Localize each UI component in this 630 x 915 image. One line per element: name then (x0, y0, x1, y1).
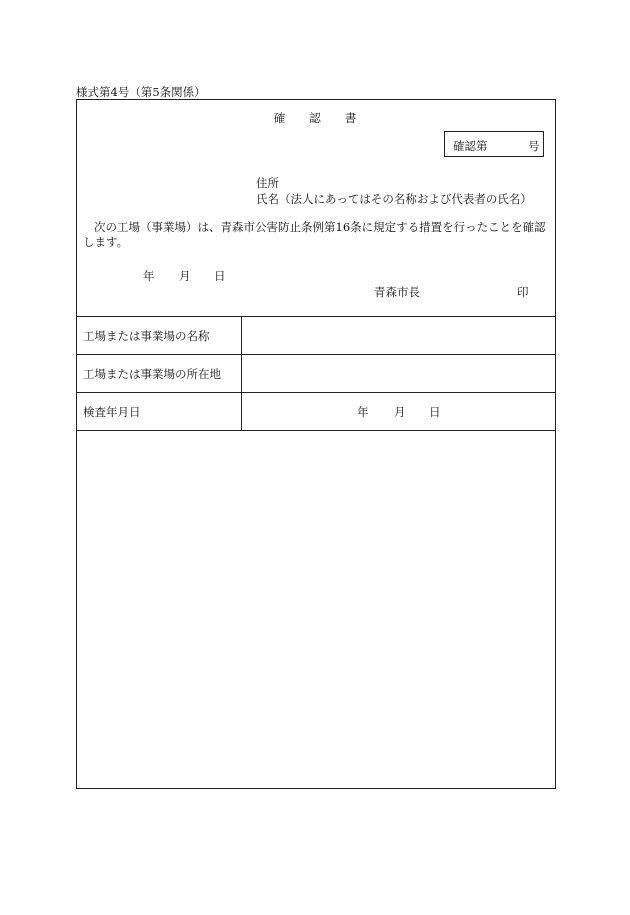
facility-name-field[interactable] (242, 317, 556, 355)
inspection-date-label: 検査年月日 (77, 393, 242, 431)
title-char-3: 書 (344, 111, 359, 125)
table-row (77, 355, 556, 393)
facility-location-label: 工場または事業場の所在地 (77, 355, 242, 393)
title-char-1: 確 (273, 111, 288, 125)
issue-date-day: 日 (214, 269, 226, 283)
address-label: 住所 (256, 176, 279, 190)
title-char-2: 認 (309, 111, 323, 125)
facility-name-label: 工場または事業場の名称 (77, 317, 242, 355)
confirmation-number-box[interactable] (444, 131, 544, 157)
issue-date-year: 年 (143, 269, 155, 283)
form-number: 様式第4号（第5条関係） (76, 85, 206, 99)
form-frame (76, 99, 556, 789)
inspection-date-day: 日 (429, 404, 441, 419)
seal-mark: 印 (517, 285, 529, 299)
confirmation-statement: 次の工場（事業場）は、青森市公害防止条例第16条に規定する措置を行ったことを確認します。 (83, 220, 546, 249)
facility-location-field[interactable] (242, 355, 556, 393)
facility-info-table (76, 316, 556, 431)
name-label: 氏名（法人にあってはその名称および代表者の氏名） (256, 192, 532, 206)
inspection-date-month: 月 (394, 404, 406, 419)
inspection-date-field[interactable] (242, 393, 556, 431)
table-row (77, 393, 556, 431)
mayor-label: 青森市長 (374, 285, 420, 299)
inspection-date-year: 年 (357, 404, 369, 419)
confirmation-number-label: 確認第 (453, 139, 488, 153)
document-title (77, 110, 555, 126)
table-row (77, 317, 556, 355)
confirmation-number-suffix: 号 (528, 139, 540, 153)
issue-date-month: 月 (179, 269, 191, 283)
